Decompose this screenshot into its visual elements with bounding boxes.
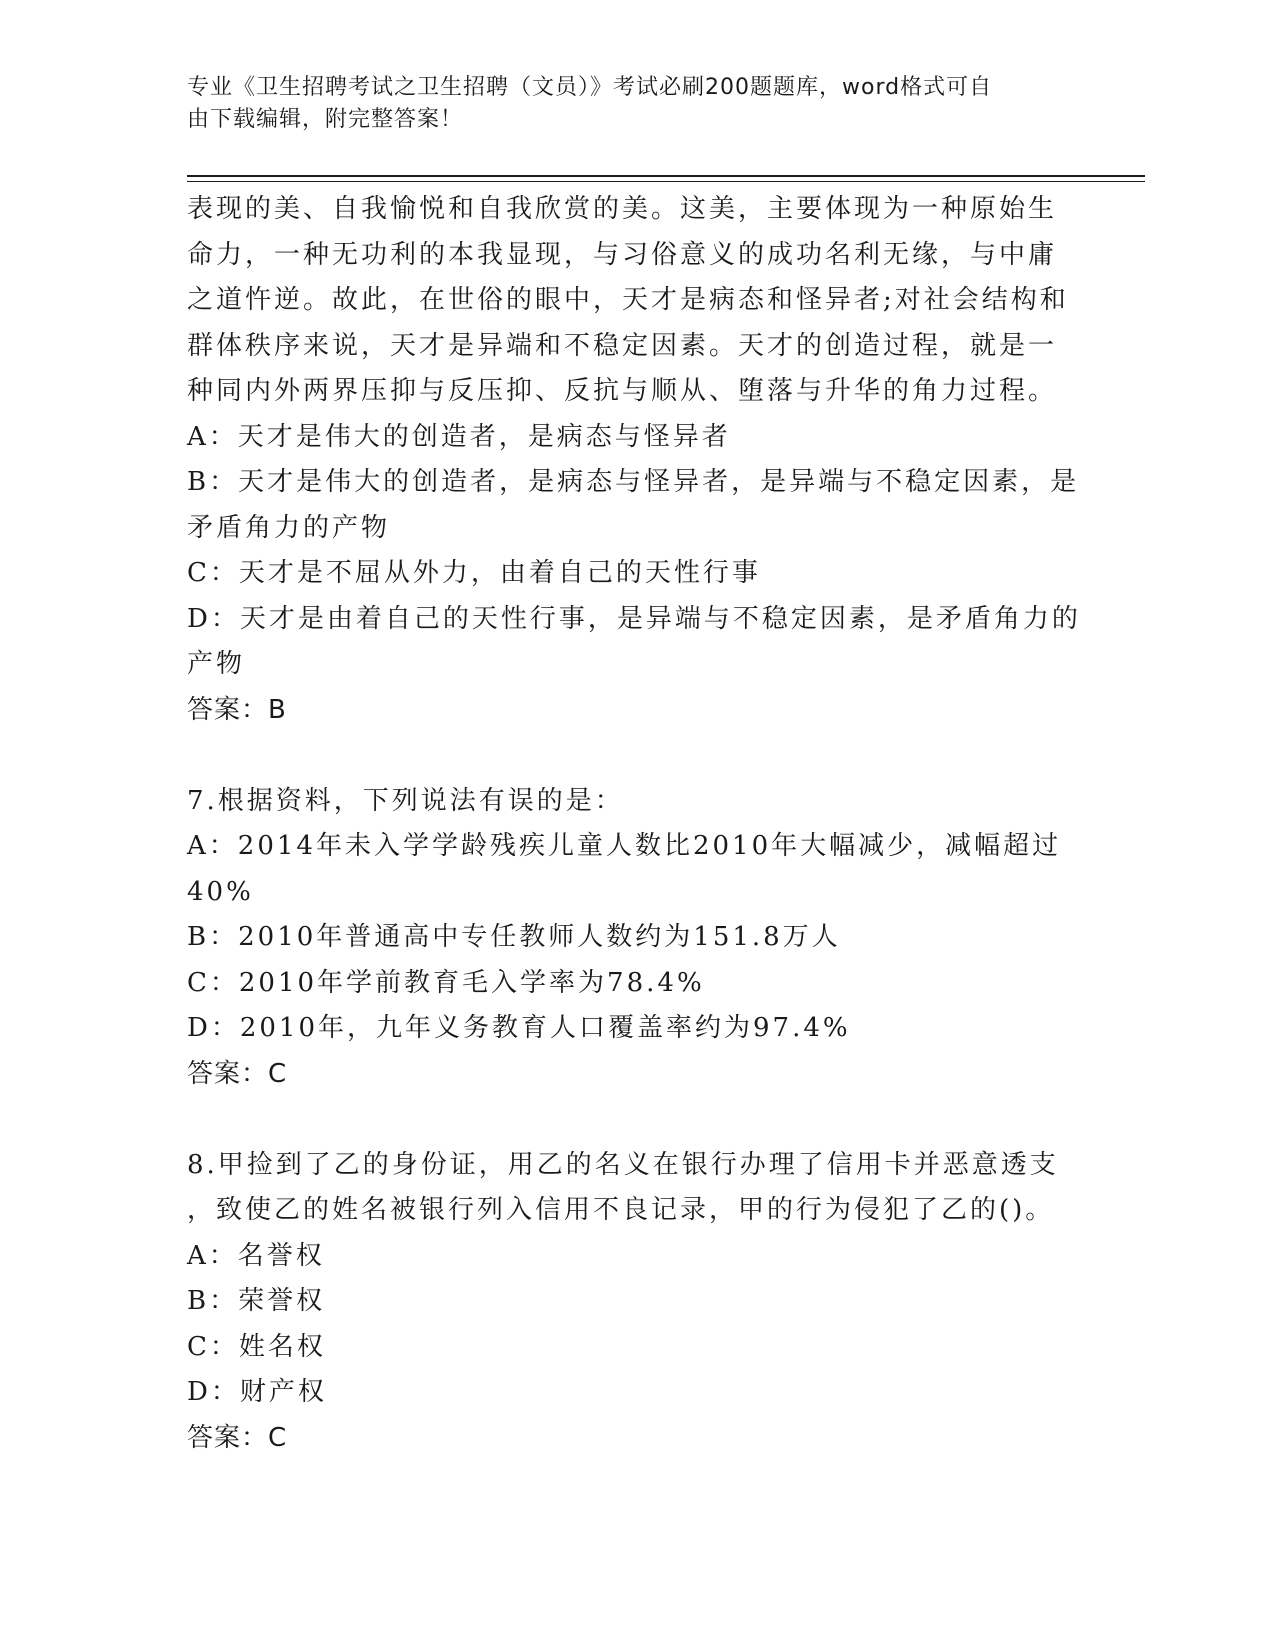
passage-line: 之道忤逆。故此，在世俗的眼中，天才是病态和怪异者;对社会结构和 xyxy=(187,285,1069,315)
q8-option-b: B：荣誉权 xyxy=(187,1286,326,1316)
q8-option-c: C：姓名权 xyxy=(187,1331,326,1362)
q7-answer: 答案：C xyxy=(187,1058,288,1089)
q8-option-d: D：财产权 xyxy=(187,1377,327,1407)
q6-answer: 答案：B xyxy=(187,694,287,725)
q7-stem: 7.根据资料，下列说法有误的是： xyxy=(187,785,624,816)
q6-option-b-cont: 矛盾角力的产物 xyxy=(187,512,391,543)
header-line: 由下载编辑，附完整答案！ xyxy=(187,107,464,132)
q6-option-a: A：天才是伟大的创造者，是病态与怪异者 xyxy=(187,421,731,452)
q6-option-c: C：天才是不屈从外力，由着自己的天性行事 xyxy=(187,558,761,588)
spacer xyxy=(187,733,1087,779)
q7-option-a-cont: 40% xyxy=(187,876,254,907)
q7-option-c: C：2010年学前教育毛入学率为78.4% xyxy=(187,967,705,998)
q8-answer: 答案：C xyxy=(187,1422,288,1453)
q7-option-d: D：2010年，九年义务教育人口覆盖率约为97.4% xyxy=(187,1013,851,1043)
passage-line: 命力，一种无功利的本我显现，与习俗意义的成功名利无缘，与中庸 xyxy=(187,239,1058,270)
q8-stem-cont: ，致使乙的姓名被银行列入信用不良记录，甲的行为侵犯了乙的()。 xyxy=(187,1195,1055,1225)
header-divider xyxy=(187,175,1145,177)
header-line: 专业《卫生招聘考试之卫生招聘（文员）》考试必刷200题题库，word格式可自 xyxy=(187,75,993,100)
q8-stem: 8.甲捡到了乙的身份证，用乙的名义在银行办理了信用卡并恶意透支 xyxy=(187,1149,1059,1180)
passage-line: 种同内外两界压抑与反压抑、反抗与顺从、堕落与升华的角力过程。 xyxy=(187,376,1058,406)
q6-option-d-cont: 产物 xyxy=(187,649,246,679)
header-divider-thin xyxy=(187,181,1145,182)
passage-line: 群体秩序来说，天才是异端和不稳定因素。天才的创造过程，就是一 xyxy=(187,330,1058,361)
q7-option-b: B：2010年普通高中专任教师人数约为151.8万人 xyxy=(187,922,841,952)
passage-line: 表现的美、自我愉悦和自我欣赏的美。这美，主要体现为一种原始生 xyxy=(187,194,1058,224)
document-body xyxy=(187,187,1087,1461)
q6-option-d: D：天才是由着自己的天性行事，是异端与不稳定因素，是矛盾角力的 xyxy=(187,603,1081,634)
q8-option-a: A：名誉权 xyxy=(187,1240,325,1271)
q6-option-b: B：天才是伟大的创造者，是病态与怪异者，是异端与不稳定因素，是 xyxy=(187,467,1080,497)
q7-option-a: A：2014年未入学学龄残疾儿童人数比2010年大幅减少，减幅超过 xyxy=(187,831,1062,861)
spacer xyxy=(187,1097,1087,1143)
document-header xyxy=(187,72,1067,136)
